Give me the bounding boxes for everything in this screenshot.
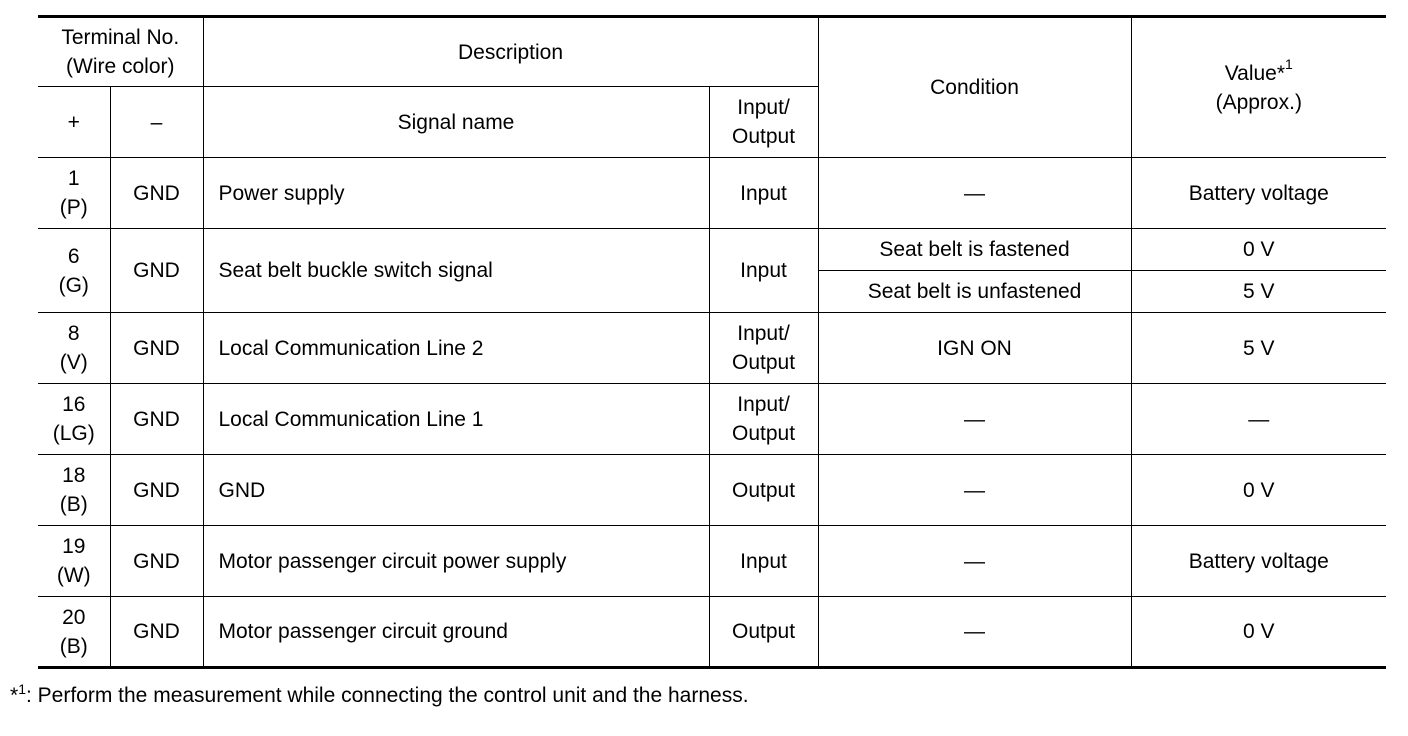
condition-cell: — — [818, 158, 1131, 229]
table-row — [38, 384, 1386, 455]
value-cell: 0 V — [1131, 455, 1386, 526]
io-line2: Output — [731, 351, 796, 374]
signal-cell: GND — [203, 455, 709, 526]
condition-cell: — — [818, 597, 1131, 668]
table-row — [38, 229, 1386, 271]
wire-color: (V) — [59, 351, 88, 374]
value-cell: 0 V — [1131, 229, 1386, 271]
io-cell: Output — [709, 597, 818, 668]
minus-cell: GND — [110, 384, 203, 455]
condition-header: Condition — [818, 17, 1131, 158]
table-row — [38, 455, 1386, 526]
terminal-header-line1: Terminal No. — [61, 26, 180, 49]
terminal-number: 6 — [67, 244, 80, 268]
signal-cell: Power supply — [203, 158, 709, 229]
table-row — [38, 158, 1386, 229]
io-cell: Output — [709, 455, 818, 526]
io-cell: Input — [709, 229, 818, 313]
condition-cell: — — [818, 526, 1131, 597]
condition-cell: IGN ON — [818, 313, 1131, 384]
table-row — [38, 597, 1386, 668]
io-line2: Output — [731, 422, 796, 445]
table-row — [38, 313, 1386, 384]
wire-color: (LG) — [52, 422, 95, 445]
footnote-mark: * — [10, 684, 19, 707]
terminal-cell — [38, 158, 110, 229]
footnote — [10, 681, 749, 708]
wire-color: (B) — [59, 493, 88, 516]
value-cell: 5 V — [1131, 313, 1386, 384]
value-cell: Battery voltage — [1131, 158, 1386, 229]
io-cell — [709, 384, 818, 455]
terminal-number: 20 — [62, 605, 86, 629]
value-cell: 0 V — [1131, 597, 1386, 668]
table-row — [38, 526, 1386, 597]
description-header: Description — [203, 17, 818, 87]
wire-color: (P) — [59, 196, 88, 219]
value-header-line2: (Approx.) — [1215, 90, 1302, 114]
terminal-cell — [38, 313, 110, 384]
minus-cell: GND — [110, 158, 203, 229]
minus-cell: GND — [110, 597, 203, 668]
terminal-header-line2: (Wire color) — [66, 55, 175, 78]
signal-cell: Motor passenger circuit power supply — [203, 526, 709, 597]
condition-cell: — — [818, 455, 1131, 526]
terminal-cell — [38, 526, 110, 597]
io-header — [709, 87, 818, 158]
terminal-number: 8 — [67, 322, 80, 345]
value-cell: — — [1131, 384, 1386, 455]
minus-header: – — [110, 87, 203, 158]
signal-cell: Seat belt buckle switch signal — [203, 229, 709, 313]
footnote-text: : Perform the measurement while connecting the control unit and the harness. — [25, 684, 749, 707]
io-cell: Input — [709, 526, 818, 597]
condition-cell: — — [818, 384, 1131, 455]
value-cell: Battery voltage — [1131, 526, 1386, 597]
condition-cell: Seat belt is unfastened — [818, 271, 1131, 313]
terminal-header — [38, 17, 203, 87]
terminal-cell — [38, 384, 110, 455]
signal-cell: Local Communication Line 1 — [203, 384, 709, 455]
plus-header: + — [38, 87, 110, 158]
terminal-number: 19 — [62, 535, 86, 558]
terminal-number: 1 — [67, 167, 80, 190]
minus-cell: GND — [110, 229, 203, 313]
signal-cell: Motor passenger circuit ground — [203, 597, 709, 668]
io-header-line2: Output — [731, 125, 796, 148]
terminal-cell — [38, 229, 110, 313]
terminal-cell — [38, 597, 110, 668]
value-header — [1131, 17, 1386, 158]
terminal-table — [38, 15, 1386, 669]
signal-cell: Local Communication Line 2 — [203, 313, 709, 384]
footnote-number: 1 — [18, 681, 26, 697]
wire-color: (B) — [59, 634, 88, 658]
wire-color: (G) — [58, 273, 89, 297]
value-header-line1: Value* — [1224, 61, 1286, 85]
io-line1: Input/ — [737, 393, 790, 416]
io-cell: Input — [709, 158, 818, 229]
terminal-number: 18 — [62, 464, 86, 487]
value-header-footnote-mark: 1 — [1285, 55, 1293, 72]
minus-cell: GND — [110, 313, 203, 384]
minus-cell: GND — [110, 526, 203, 597]
value-cell: 5 V — [1131, 271, 1386, 313]
wire-color: (W) — [56, 564, 91, 587]
io-line1: Input/ — [737, 322, 790, 345]
io-cell — [709, 313, 818, 384]
io-header-line1: Input/ — [737, 96, 790, 119]
terminal-cell — [38, 455, 110, 526]
terminal-number: 16 — [62, 393, 86, 416]
condition-cell: Seat belt is fastened — [818, 229, 1131, 271]
signal-name-header: Signal name — [203, 87, 709, 158]
minus-cell: GND — [110, 455, 203, 526]
